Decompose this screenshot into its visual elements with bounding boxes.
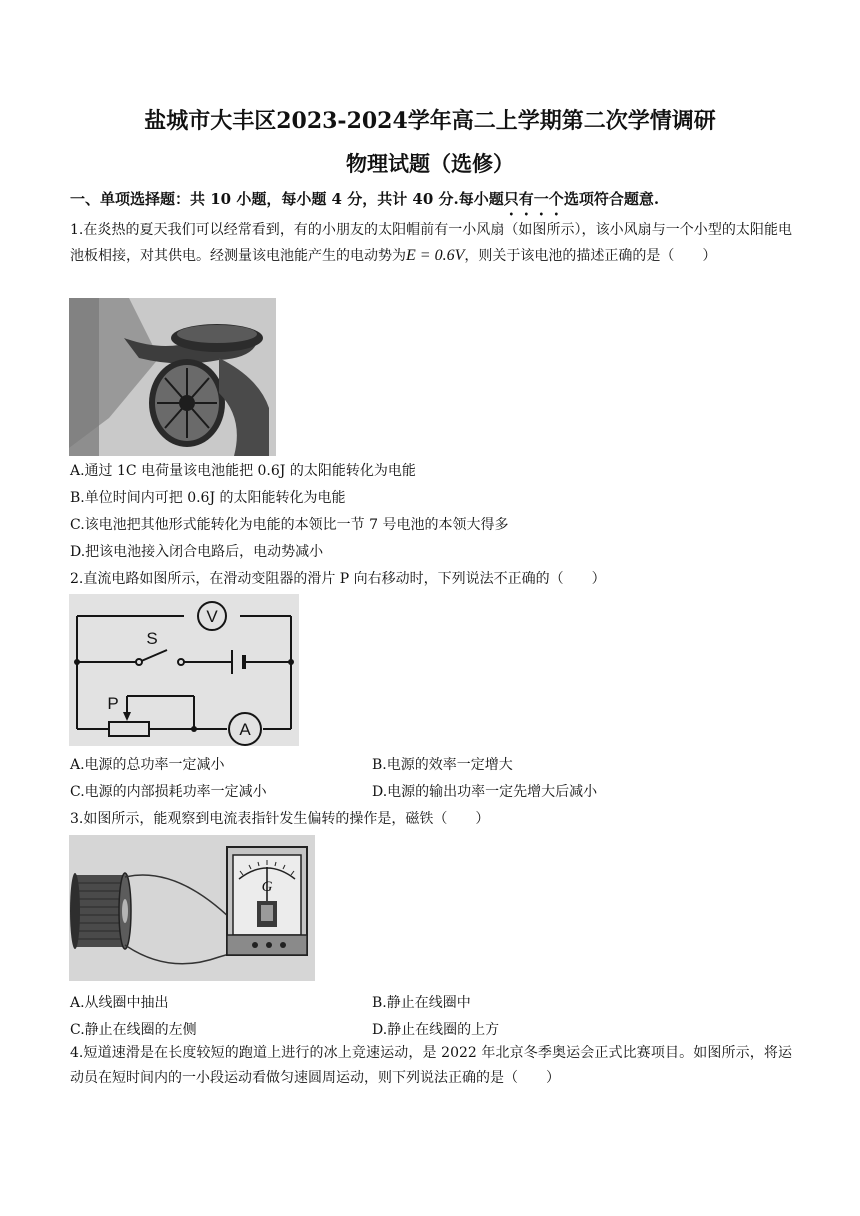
q3-option-d: D.静止在线圈的上方 [372,1022,500,1038]
question-1-text-end: ，则关于该电池的描述正确的是（ ） [464,248,717,264]
galvanometer-label: G [261,879,273,895]
q1-option-d: D.把该电池接入闭合电路后，电动势减小 [70,544,324,560]
q3-option-b: B.静止在线圈中 [372,995,471,1011]
dc-circuit-diagram [69,594,299,746]
section-heading-suffix: 选项符合题意. [563,190,660,208]
switch-label: S [146,629,158,648]
emf-formula: E = 0.6V [406,247,465,264]
question-1-text: 1.在炎热的夏天我们可以经常看到，有的小朋友的太阳帽前有一小风扇（如图所示），该小风扇与一个小型的太阳能电池板相接，对其供电。经测量该电池能产生的电动势为 [70,222,792,264]
q3-option-a: A.从线圈中抽出 [70,995,169,1011]
slider-label: P [107,694,119,713]
emphasis-char: 只 [503,190,519,208]
q2-option-b: B.电源的效率一定增大 [372,757,513,773]
exam-title: 盐城市大丰区2023-2024学年高二上学期第二次学情调研 [144,108,716,134]
q1-option-c: C.该电池把其他形式能转化为电能的本领比一节 7 号电池的本领大得多 [70,517,509,533]
question-3-stem: 3.如图所示，能观察到电流表指针发生偏转的操作是，磁铁（ ） [70,811,490,827]
section-heading-prefix: 一、单项选择题：共 10 小题，每小题 4 分，共计 40 分.每小题 [70,190,504,208]
voltmeter-label: V [206,607,218,626]
q2-option-a: A.电源的总功率一定减小 [70,757,225,773]
ammeter-label: A [239,720,251,739]
solar-fan-hat-photo [69,298,276,456]
exam-subtitle: 物理试题（选修） [346,151,514,176]
q2-option-d: D.电源的输出功率一定先增大后减小 [372,784,598,800]
q2-option-c: C.电源的内部损耗功率一定减小 [70,784,267,800]
section-heading [70,188,659,209]
emphasis-char: 有 [518,190,534,208]
q3-option-c: C.静止在线圈的左侧 [70,1022,197,1038]
coil-galvanometer-diagram [69,835,315,981]
emphasis-char: 个 [548,190,564,208]
question-1-stem [70,218,792,269]
question-2-stem: 2.直流电路如图所示，在滑动变阻器的滑片 P 向右移动时，下列说法不正确的（ ） [70,571,606,587]
q1-option-a: A.通过 1C 电荷量该电池能把 0.6J 的太阳能转化为电能 [70,463,416,479]
question-4-stem: 4.短道速滑是在长度较短的跑道上进行的冰上竞速运动，是 2022 年北京冬季奥运会正式比赛项目。如图所示，将运动员在短时间内的一小段运动看做匀速圆周运动，则下列说法正确的是（ ） [70,1045,792,1086]
emphasis-char: 一 [533,190,549,208]
q1-option-b: B.单位时间内可把 0.6J 的太阳能转化为电能 [70,490,346,506]
